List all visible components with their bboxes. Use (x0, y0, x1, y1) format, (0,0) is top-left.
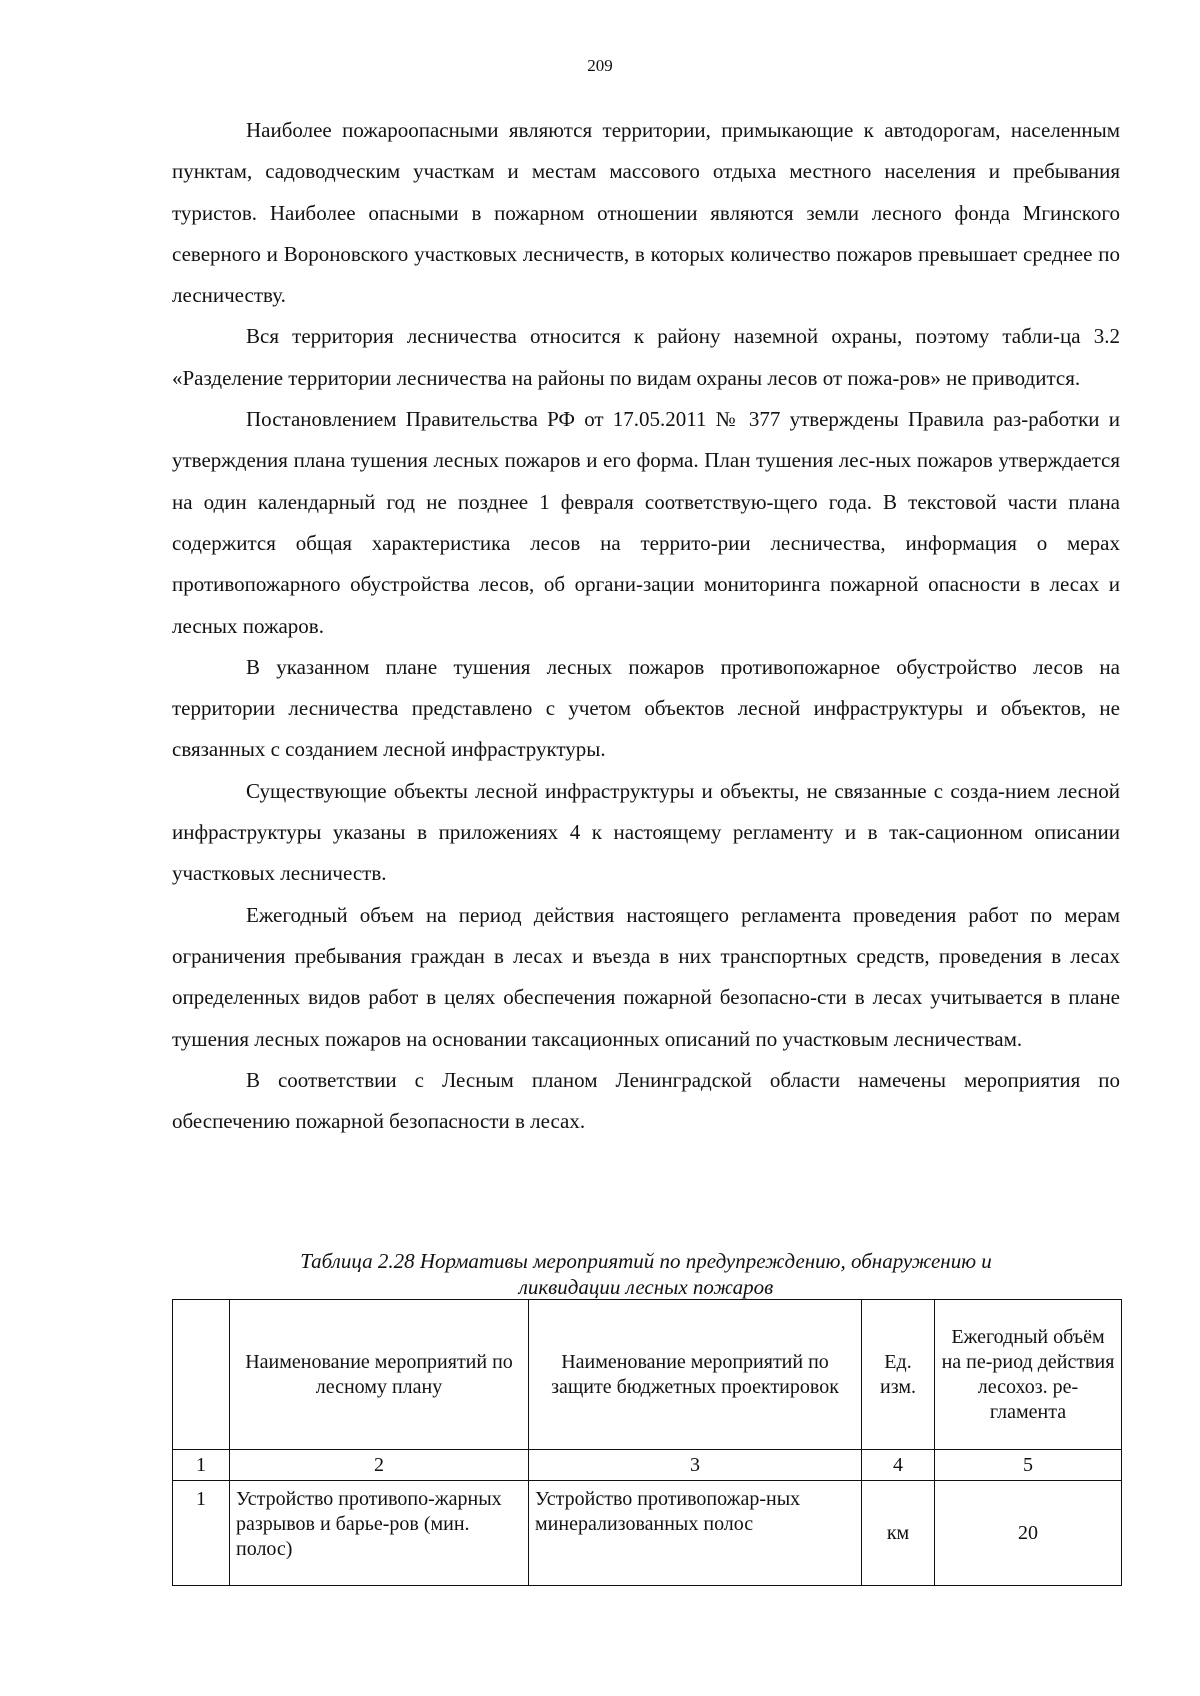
paragraph: Ежегодный объем на период действия настоящего регламента проведения работ по мерам ограничения пребывания граждан в лесах и въезда в них транспортных средств, проведения в лесах определенных видов работ в целях обеспечения пожарной безопасно-сти в лесах учитывается в плане тушения лесных пожаров на основании таксационных описаний по участковым лесничествам. (172, 902, 1120, 1051)
body-text (172, 110, 1120, 1142)
paragraph: Постановлением Правительства РФ от 17.05.2011 № 377 утверждены Правила раз-работки и утверждения плана тушения лесных пожаров и его форма. План тушения лес-ных пожаров утверждается на один календарный год не позднее 1 февраля соответствую-щего года. В текстовой части плана содержится общая характеристика лесов на террито-рии лесничества, информация о мерах противопожарного обустройства лесов, об органи-зации мониторинга пожарной опасности в лесах и лесных пожаров. (172, 407, 1120, 638)
row-index-cell: 1 (173, 1481, 230, 1586)
column-number-cell: 5 (935, 1450, 1122, 1481)
forest-plan-activity-cell: Устройство противопо-жарных разрывов и барье-ров (мин. полос) (230, 1481, 529, 1586)
table-row (173, 1481, 1122, 1586)
column-number-cell: 3 (529, 1450, 862, 1481)
unit-cell: км (862, 1481, 935, 1586)
paragraph: Вся территория лесничества относится к району наземной охраны, поэтому табли-ца 3.2 «Разделение территории лесничества на районы по видам охраны лесов от пожа-ров» не приводится. (172, 324, 1120, 390)
paragraph: Наиболее пожароопасными являются территории, примыкающие к автодорогам, населенным пунктам, садоводческим участкам и местам массового отдыха местного населения и пребывания туристов. Наиболее опасными в пожарном отношении являются земли лесного фонда Мгинского северного и Вороновского участковых лесничеств, в которых количество пожаров превышает среднее по лесничеству. (172, 118, 1120, 308)
paragraph: Существующие объекты лесной инфраструктуры и объекты, не связанные с созда-нием лесной инфраструктуры указаны в приложениях 4 к настоящему регламенту и в так-сационном описании участковых лесничеств. (172, 778, 1120, 886)
column-number-cell: 2 (230, 1450, 529, 1481)
table-caption (172, 1248, 1120, 1300)
header-cell-unit: Ед. изм. (862, 1300, 935, 1450)
paragraph: В соответствии с Лесным планом Ленинградской области намечены мероприятия по обеспечению пожарной безопасности в лесах. (172, 1067, 1120, 1134)
table-header-row (173, 1300, 1122, 1450)
page-number: 209 (587, 56, 613, 75)
column-number-cell: 4 (862, 1450, 935, 1481)
budget-activity-cell: Устройство противопожар-ных минерализованных полос (529, 1481, 862, 1586)
header-cell-forest-plan-activity: Наименование мероприятий по лесному плану (230, 1300, 529, 1450)
norms-table (172, 1299, 1122, 1586)
paragraph: В указанном плане тушения лесных пожаров противопожарное обустройство лесов на территории лесничества представлено с учетом объектов лесной инфраструктуры и объектов, не связанных с созданием лесной инфраструктуры. (172, 654, 1120, 762)
annual-volume-cell: 20 (935, 1481, 1122, 1586)
table-caption-line: ликвидации лесных пожаров (518, 1275, 774, 1299)
header-cell-budget-activity: Наименование мероприятий по защите бюджетных проектировок (529, 1300, 862, 1450)
header-cell-annual-volume: Ежегодный объём на пе-риод действия лесохоз. ре-гламента (935, 1300, 1122, 1450)
column-number-cell: 1 (173, 1450, 230, 1481)
header-cell-index (173, 1300, 230, 1450)
table-column-number-row (173, 1450, 1122, 1481)
table-caption-line: Таблица 2.28 Нормативы мероприятий по предупреждению, обнаружению и (300, 1249, 992, 1273)
